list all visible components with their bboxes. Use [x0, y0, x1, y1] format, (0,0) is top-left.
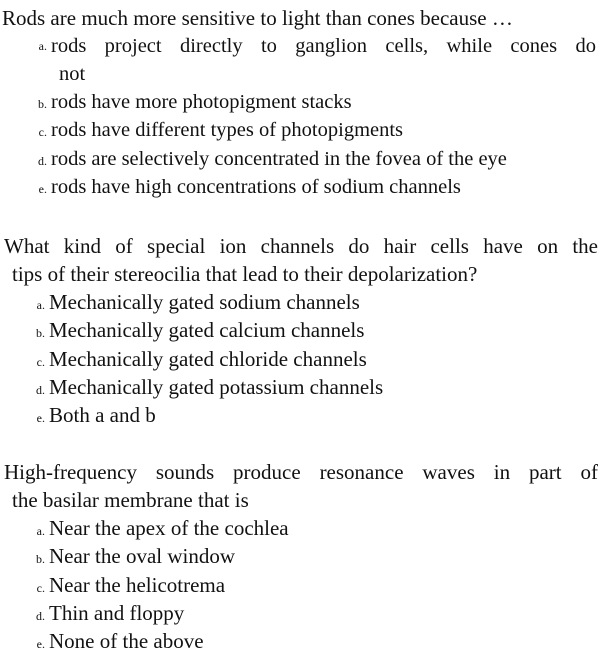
question-2-option-a[interactable]	[31, 288, 603, 316]
question-2-option-d[interactable]	[31, 373, 603, 401]
option-letter: b.	[36, 326, 45, 341]
option-text: rods have high concentrations of sodium channels	[51, 175, 461, 198]
question-1-option-a[interactable]	[33, 32, 603, 88]
option-text: Mechanically gated calcium channels	[49, 318, 365, 343]
question-3-options	[31, 514, 603, 655]
question-3	[0, 458, 603, 655]
option-letter: e.	[38, 181, 47, 196]
option-letter: a.	[36, 524, 45, 538]
option-text: rods have different types of photopigments	[51, 119, 404, 142]
question-3-stem-line-1: High-frequency sounds produce resonance waves in part of	[4, 460, 598, 484]
question-1-option-c[interactable]	[33, 116, 603, 144]
option-letter: a.	[36, 298, 45, 312]
option-letter: c.	[36, 354, 45, 369]
question-2-stem-line-2: tips of their stereocilia that lead to their depolarization?	[12, 262, 478, 286]
question-1	[0, 4, 603, 201]
option-letter: e.	[36, 411, 45, 426]
option-text: Near the helicotrema	[49, 572, 226, 597]
option-text: Mechanically gated chloride channels	[49, 346, 367, 371]
question-2-option-c[interactable]	[31, 345, 603, 373]
option-text: Mechanically gated potassium channels	[49, 374, 384, 399]
option-text: Near the apex of the cochlea	[49, 516, 289, 540]
question-2-option-e[interactable]	[31, 401, 603, 429]
option-letter: b.	[36, 552, 45, 567]
option-letter: d.	[38, 153, 47, 168]
option-letter: d.	[36, 608, 45, 623]
option-text: Thin and floppy	[49, 600, 185, 625]
option-text: None of the above	[49, 629, 204, 654]
option-text: rods have more photopigment stacks	[51, 91, 352, 113]
question-1-stem-line-1: Rods are much more sensitive to light than cones because …	[2, 6, 513, 30]
question-1-options	[33, 32, 603, 201]
option-letter: c.	[36, 580, 45, 595]
question-1-option-b[interactable]	[33, 88, 603, 116]
option-text-continued: not	[59, 63, 86, 86]
option-text: rods are selectively concentrated in the fovea of the eye	[51, 147, 507, 170]
question-1-option-d[interactable]	[33, 145, 603, 173]
question-2-options	[31, 288, 603, 429]
question-3-option-d[interactable]	[31, 599, 603, 627]
question-2	[0, 232, 603, 429]
option-text: rods project directly to ganglion cells, while cones do	[51, 35, 596, 57]
question-1-option-e[interactable]	[33, 173, 603, 201]
question-1-stem	[0, 4, 603, 32]
question-2-stem-line-1: What kind of special ion channels do hair cells have on the	[4, 234, 598, 258]
option-letter: b.	[38, 97, 47, 111]
option-letter: c.	[38, 125, 47, 140]
question-3-option-a[interactable]	[31, 514, 603, 542]
option-letter: e.	[36, 637, 45, 652]
question-3-stem	[0, 458, 603, 514]
question-3-option-c[interactable]	[31, 571, 603, 599]
option-letter: d.	[36, 382, 45, 397]
question-3-option-b[interactable]	[31, 542, 603, 570]
option-text: Mechanically gated sodium channels	[49, 290, 360, 314]
question-3-stem-line-2: the basilar membrane that is	[12, 488, 249, 512]
option-letter: a.	[38, 39, 47, 53]
option-text: Near the oval window	[49, 544, 236, 569]
option-text: Both a and b	[49, 403, 156, 428]
question-3-option-e[interactable]	[31, 627, 603, 655]
question-2-stem	[0, 232, 603, 288]
question-2-option-b[interactable]	[31, 316, 603, 344]
